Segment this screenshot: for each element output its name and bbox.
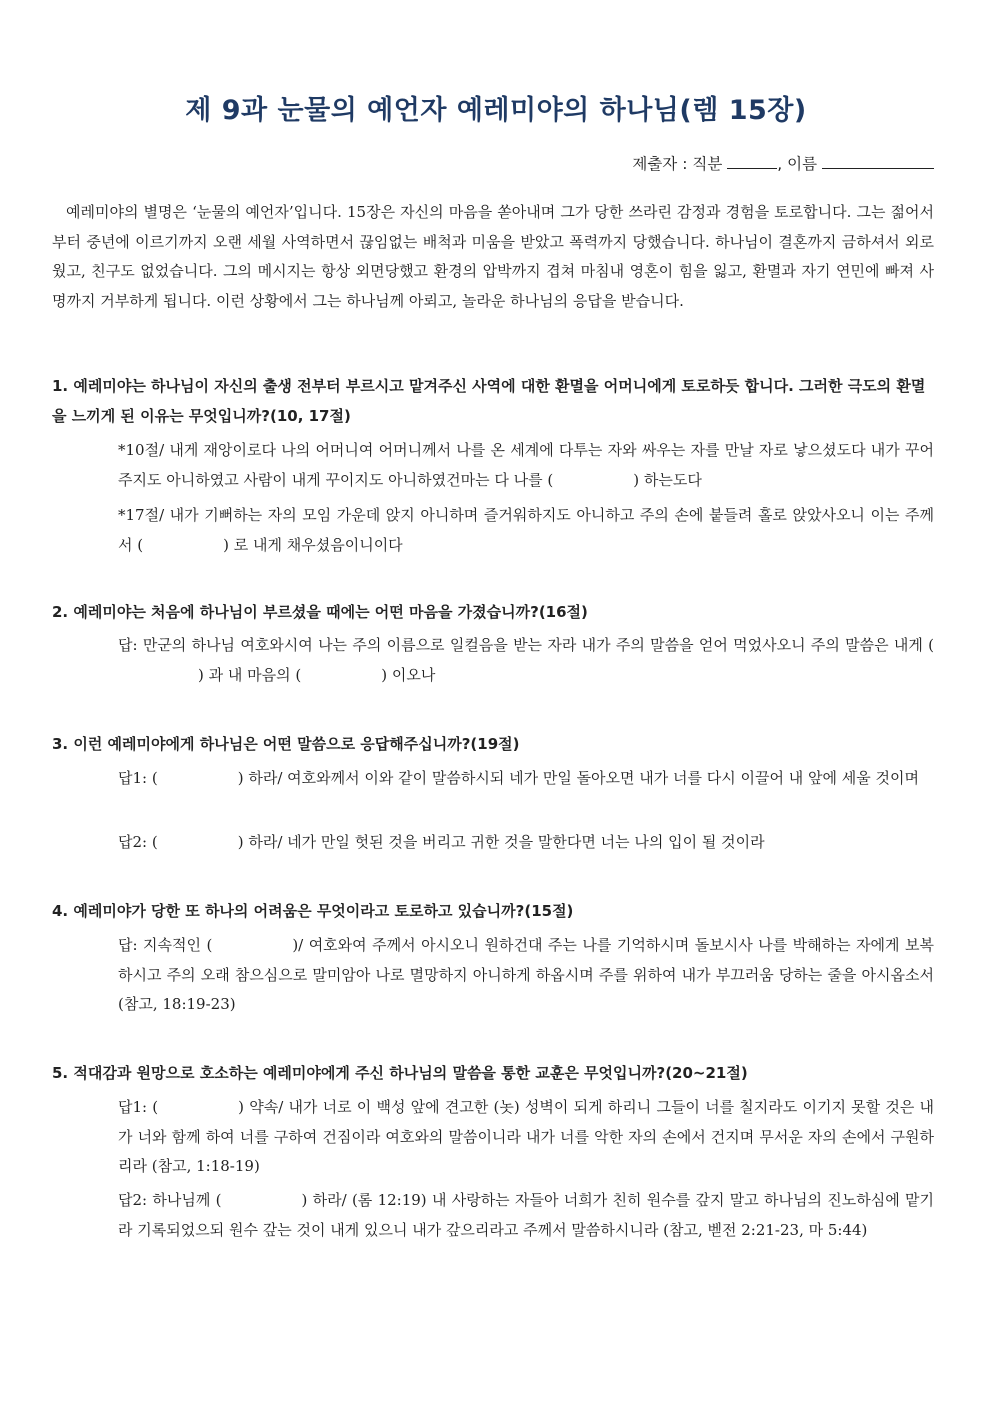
answer-text: *17절/ 내가 기뻐하는 자의 모임 가운데 앉지 아니하며 즐거워하지도 아니하고 주의 손에 붙들려 홀로 앉았사오니 이는 주께서 (: [118, 506, 934, 554]
answer-text: 답2: (: [118, 833, 158, 851]
answer-text: ) 과 내 마음의 (: [198, 665, 302, 684]
answer-1-1: [118, 436, 934, 495]
answer-text: 답: 만군의 하나님 여호와시여 나는 주의 이름으로 일컬음을 받는 자라 내가 주의 말씀을 얻어 먹었사오니 주의 말씀은 내게 (: [118, 636, 934, 654]
answer-text: ) 로 내게 채우셨음이니이다: [223, 535, 403, 554]
answer-3-1: [118, 764, 934, 794]
answer-5-1: [118, 1093, 934, 1182]
answer-text: ) 하라/ 여호와께서 이와 같이 말씀하시되 네가 만일 돌아오면 내가 너를 다시 이끌어 내 앞에 세울 것이며: [237, 769, 920, 787]
answer-text: 답2: 하나님께 (: [118, 1191, 222, 1209]
page-title: 제 9과 눈물의 예언자 예레미야의 하나님(렘 15장): [185, 95, 807, 126]
answer-text: ) 하는도다: [633, 470, 702, 489]
intro-paragraph: 예레미야의 별명은 ‘눈물의 예언자’입니다. 15장은 자신의 마음을 쏟아내며 그가 당한 쓰라린 감정과 경험을 토로합니다. 그는 젊어서부터 중년에 이르기까지 오랜 세월 사역하면서 끊임없는 배척과 미움을 받았고 폭력까지 당했습니다. 하나님이 결혼까지 금하셔서 외로웠고, 친구도 없었습니다. 그의 메시지는 항상 외면당했고 환경의 압박까지 겹쳐 마침내 영혼이 힘을 잃고, 환멸과 자기 연민에 빠져 사명까지 거부하게 됩니다. 이런 상황에서 그는 하나님께 아뢰고, 놀라운 하나님의 응답을 받습니다.: [52, 203, 934, 310]
answer-text: 답: 지속적인 (: [118, 936, 213, 954]
question-2: 2. 예레미야는 처음에 하나님이 부르셨을 때에는 어떤 마음을 가졌습니까?(16절): [52, 603, 588, 621]
answer-1-2: [118, 501, 934, 560]
submitter-label: 제출자 : 직분: [632, 155, 723, 173]
answer-text: ) 하라/ 네가 만일 헛된 것을 버리고 귀한 것을 말한다면 너는 나의 입이 될 것이라: [237, 833, 765, 851]
question-3: 3. 이런 예레미야에게 하나님은 어떤 말씀으로 응답해주십니까?(19절): [52, 735, 520, 753]
position-blank: [727, 154, 777, 169]
answer-text: )/ 여호와여 주께서 아시오니 원하건대 주는 나를 기억하시며 돌보시사 나를 박해하는 자에게 보복하시고 주의 오래 참으심으로 말미암아 나로 멸망하지 아니하게 하옵시며 주를 위하여 내가 부끄러움 당하는 줄을 아시옵소서 (참고, 18:19-23): [118, 936, 934, 1013]
answer-text: 답1: (: [118, 1098, 159, 1116]
answer-text: ) 이오나: [381, 665, 436, 684]
answer-2-1: [118, 631, 934, 690]
question-1: 1. 예레미야는 하나님이 자신의 출생 전부터 부르시고 맡겨주신 사역에 대한 환멸을 어머니에게 토로하듯 합니다. 그러한 극도의 환멸을 느끼게 된 이유는 무엇입니까?(10, 17절): [52, 377, 926, 425]
name-label: , 이름: [777, 155, 818, 173]
question-5: 5. 적대감과 원망으로 호소하는 예레미야에게 주신 하나님의 말씀을 통한 교훈은 무엇입니까?(20~21절): [52, 1064, 748, 1082]
answer-text: 답1: (: [118, 769, 158, 787]
answer-text: ) 약속/ 내가 너로 이 백성 앞에 견고한 (놋) 성벽이 되게 하리니 그들이 너를 칠지라도 이기지 못할 것은 내가 너와 함께 하여 너를 구하여 건짐이라 여호와의 말씀이니라 내가 너를 악한 자의 손에서 건지며 무서운 자의 손에서 구원하리라 (참고, 1:18-19): [118, 1098, 934, 1175]
answer-4-1: [118, 931, 934, 1020]
submitter-line: [632, 152, 934, 174]
answer-5-2: [118, 1186, 934, 1245]
name-blank: [822, 154, 934, 169]
question-4: 4. 예레미야가 당한 또 하나의 어려움은 무엇이라고 토로하고 있습니까?(15절): [52, 902, 574, 920]
answer-text: *10절/ 내게 재앙이로다 나의 어머니여 어머니께서 나를 온 세계에 다투는 자와 싸우는 자를 만날 자로 낳으셨도다 내가 꾸어 주지도 아니하였고 사람이 내게 꾸이지도 아니하였건마는 다 나를 (: [118, 441, 934, 489]
answer-3-2: [118, 828, 934, 858]
answer-text: ) 하라/ (롬 12:19) 내 사랑하는 자들아 너희가 친히 원수를 갚지 말고 하나님의 진노하심에 맡기라 기록되었으되 원수 갚는 것이 내게 있으니 내가 갚으리라고 주께서 말씀하시니라 (참고, 벧전 2:21-23, 마 5:44): [118, 1191, 934, 1239]
